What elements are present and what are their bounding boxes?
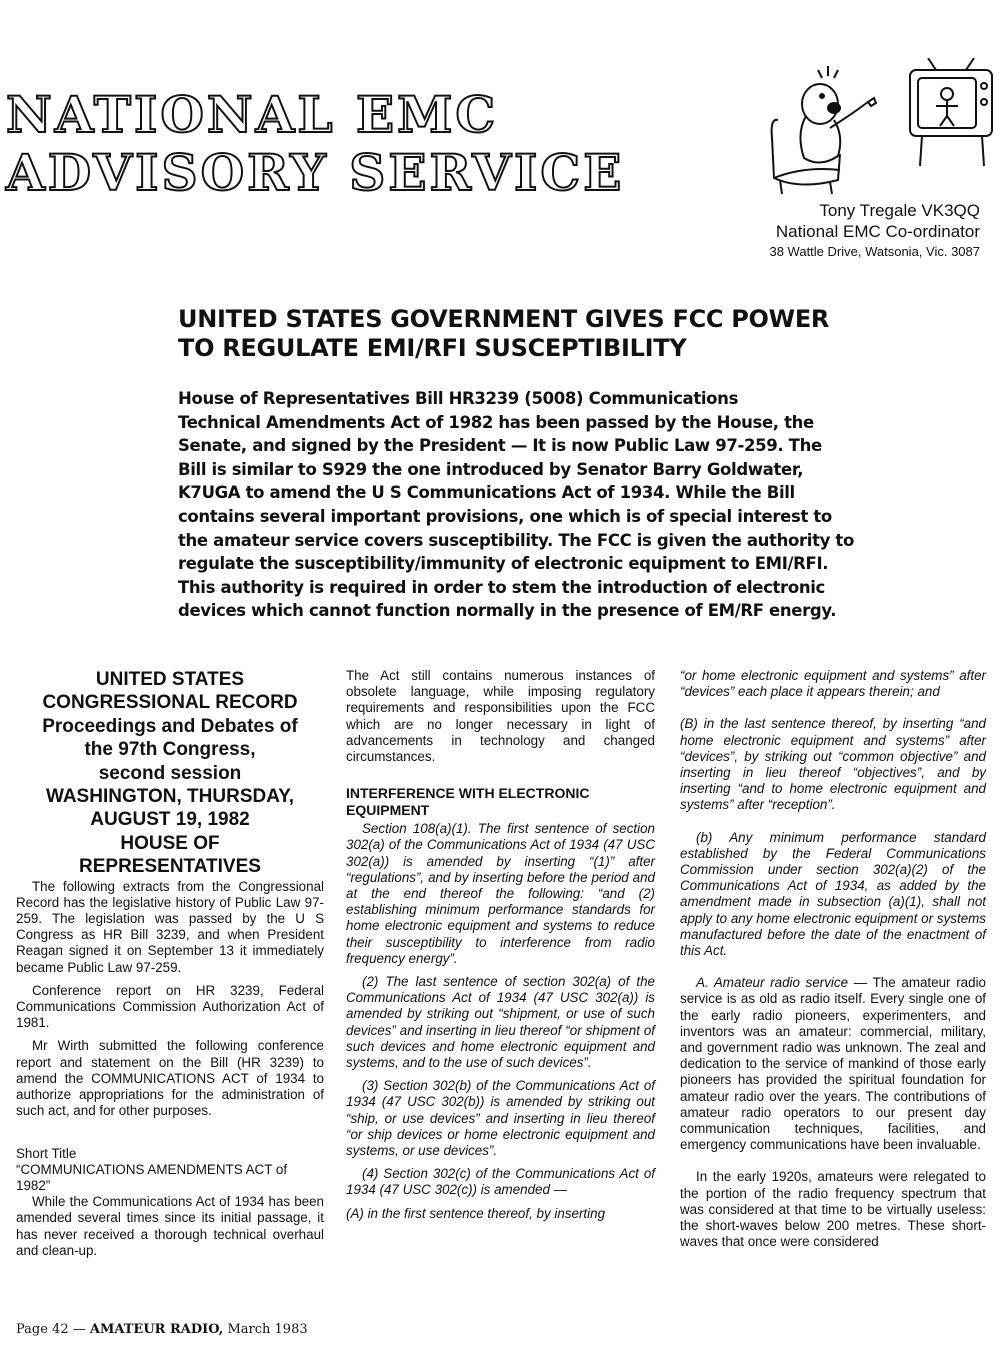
lead-line: devices which cannot function normally in the presence of EM/RF energy. <box>178 601 837 621</box>
page-footer <box>16 1322 308 1337</box>
author-role: National EMC Co-ordinator <box>775 222 980 241</box>
paragraph: (b) Any minimum performance standard established by the Federal Communications Commission under section 302(a)(2) of the Communications Act of 1934, as added by the amendment made in subsection (a)(1), shall not apply to any home electronic equipment or systems manufactured before the date of the enactment of this Act. <box>680 829 986 959</box>
lead-line: House of Representatives Bill HR3239 (5008) Communications <box>178 389 739 408</box>
heading-line: AUGUST 19, 1982 <box>90 809 250 831</box>
lead-line: This authority is required in order to stem the introduction of electronic <box>178 577 825 597</box>
masthead-line-2: ADVISORY SERVICE <box>6 143 625 202</box>
paragraph: While the Communications Act of 1934 has been amended several times since its initial passage, it has never received a thorough technical overhaul and clean-up. <box>16 1194 324 1258</box>
heading-line: REPRESENTATIVES <box>79 856 261 878</box>
column-3 <box>680 668 986 1251</box>
issue-date: March 1983 <box>227 1322 308 1337</box>
heading-line: the 97th Congress, <box>84 739 256 761</box>
heading-line: Proceedings and Debates of <box>42 715 298 737</box>
amateur-service-text: — The amateur radio service is as old as radio itself. Every single one of the early radio pioneers, experimenters, and inventors was an amateur: commercial, military, and government radio was unknown. The zeal and dedication to the service of mankind of those early pioneers has provided the spiritual foundation for amateur radio over the years. The contributions of amateur radio operators to our present day communication techniques, facilities, and emergency communications have been invaluable. <box>680 975 986 1153</box>
cartoon-illustration <box>760 58 996 198</box>
congressional-record-heading <box>16 668 324 879</box>
heading-line: CONGRESSIONAL RECORD <box>42 692 298 714</box>
paragraph: (4) Section 302(c) of the Communications Act of 1934 (47 USC 302(c)) is amended — <box>346 1166 655 1198</box>
paragraph: The Act still contains numerous instances of obsolete language, while imposing regulatory requirements and responsibilities upon the FCC which are no longer necessary in light of advancements in technology and changed circumstances. <box>346 668 655 765</box>
lead-line: Bill is similar to S929 the one introduced by Senator Barry Goldwater, <box>178 459 804 479</box>
headline-line-1: UNITED STATES GOVERNMENT GIVES FCC POWER <box>178 305 830 333</box>
lead-line: Technical Amendments Act of 1982 has been passed by the House, the <box>178 412 814 432</box>
heading-line: HOUSE OF <box>120 832 220 854</box>
paragraph: (3) Section 302(b) of the Communications Act of 1934 (47 USC 302(b)) is amended by striking out “ship, or use devices” and inserting in lieu thereof “or ship devices or home electronic equipment and systems, or use devices”. <box>346 1078 655 1159</box>
author-address: 38 Wattle Drive, Watsonia, Vic. 3087 <box>769 244 980 259</box>
lead-line: regulate the susceptibility/immunity of electronic equipment to EMI/RFI. <box>178 554 829 574</box>
lead-line: contains several important provisions, one which is of special interest to <box>178 506 832 526</box>
byline <box>769 200 980 262</box>
paragraph: “or home electronic equipment and systems” after “devices” each place it appears therein; and <box>680 668 986 700</box>
heading-line: second session <box>98 762 242 784</box>
headline-line-2: TO REGULATE EMI/RFI SUSCEPTIBILITY <box>178 334 687 362</box>
amateur-service-lead: A. Amateur radio service <box>696 975 849 991</box>
paragraph <box>680 975 986 1153</box>
paragraph: Mr Wirth submitted the following conference report and statement on the Bill (HR 3239) to amend the COMMUNICATIONS ACT of 1934 to authorize appropriations for the administration of such act, and for other purposes. <box>16 1038 324 1119</box>
column-2 <box>346 668 655 1222</box>
lead-line: the amateur service covers susceptibility. The FCC is given the authority to <box>178 530 854 550</box>
page-number: Page 42 — <box>16 1322 86 1337</box>
publication-name: AMATEUR RADIO, <box>89 1322 224 1337</box>
column-1 <box>16 668 324 1259</box>
lead-line: K7UGA to amend the U S Communications Act of 1934. While the Bill <box>178 483 795 503</box>
short-title-label: Short Title <box>16 1145 77 1161</box>
author-name: Tony Tregale VK3QQ <box>819 201 980 220</box>
man-shouting-at-tv-icon <box>760 58 996 198</box>
lead-line: Senate, and signed by the President — It is now Public Law 97-259. The <box>178 436 822 456</box>
heading-line: UNITED STATES <box>95 669 245 690</box>
paragraph: Section 108(a)(1). The first sentence of section 302(a) of the Communications Act of 1934 (47 USC 302(a)) is amended by inserting “(1)” after “regulations”, and by inserting before the period and at the end thereof the following: “and (2) establishing minimum performance standards for home electronic equipment and systems to reduce their susceptibility to interference from radio frequency energy”. <box>346 821 655 966</box>
paragraph: (B) in the last sentence thereof, by inserting “and home electronic equipment and systems” after “devices”, by striking out “common objective” and inserting in lieu thereof “objectives”, and by inserting “and to home electronic equipment and systems” after “reception”. <box>680 716 986 813</box>
paragraph: Conference report on HR 3239, Federal Communications Commission Authorization Act of 1981. <box>16 982 324 1031</box>
article-headline <box>178 305 878 363</box>
heading-line: WASHINGTON, THURSDAY, <box>45 786 295 808</box>
lead-paragraph <box>178 387 854 623</box>
paragraph: The following extracts from the Congressional Record has the legislative history of Public Law 97-259. The legislation was passed by the U S Congress as HR Bill 3239, and when President Reagan signed it on September 13 it immediately became Public Law 97-259. <box>16 878 324 975</box>
masthead-line-1: NATIONAL EMC <box>6 85 499 144</box>
short-title-value: “COMMUNICATIONS AMENDMENTS ACT of 1982” <box>16 1161 288 1193</box>
paragraph: In the early 1920s, amateurs were relegated to the portion of the radio frequency spectrum that was considered at that time to be virtually useless: the short-waves below 200 metres. These short-waves that once were considered <box>680 1169 986 1250</box>
paragraph: (2) The last sentence of section 302(a) of the Communications Act of 1934 (47 USC 302(a)) is amended by striking out “shipment, or use of such devices” and inserting in lieu thereof “or shipment of such devices and home electronic equipment and systems, and to the use of such devices”. <box>346 974 655 1071</box>
section-subheading: INTERFERENCE WITH ELECTRONIC EQUIPMENT <box>346 785 590 819</box>
masthead <box>6 86 646 202</box>
paragraph: (A) in the first sentence thereof, by inserting <box>346 1205 606 1221</box>
